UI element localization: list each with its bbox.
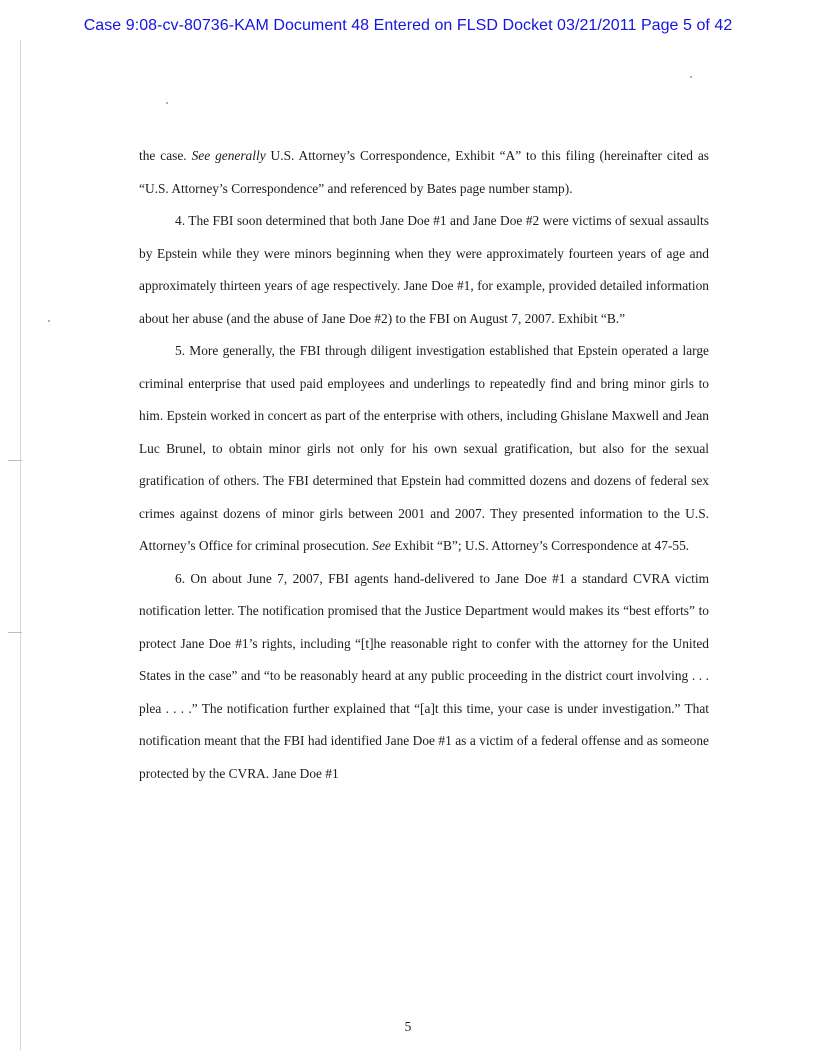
scan-speck <box>48 320 50 322</box>
margin-tick <box>8 460 22 461</box>
left-margin-rule <box>20 40 21 1050</box>
scan-speck <box>690 76 692 78</box>
see-signal: See <box>372 538 391 553</box>
paragraph-5-tail: Exhibit “B”; U.S. Attorney’s Correspondence at 47-55. <box>390 538 690 553</box>
paragraph-4: 4. The FBI soon determined that both Jane Doe #1 and Jane Doe #2 were victims of sexual assaults by Epstein while they were minors beginning when they were approximately fourteen years of age and approximately thirteen years of age respectively. Jane Doe #1, for example, provided detailed information about her abuse (and the abuse of Jane Doe #2) to the FBI on August 7, 2007. Exhibit “B.” <box>139 213 709 326</box>
margin-tick <box>8 632 22 633</box>
continuation-paragraph <box>139 140 709 205</box>
docket-header-stamp: Case 9:08-cv-80736-KAM Document 48 Entered on FLSD Docket 03/21/2011 Page 5 of 42 <box>83 17 733 34</box>
see-generally-signal: See generally <box>191 148 266 163</box>
paragraph-5-text: 5. More generally, the FBI through diligent investigation established that Epstein operated a large criminal enterprise that used paid employees and underlings to repeatedly find and bring minor girls to him. Epstein worked in concert as part of the enterprise with others, including Ghislane Maxwell and Jean Luc Brunel, to obtain minor girls not only for his own sexual gratification, but also for the sexual gratification of others. The FBI determined that Epstein had committed dozens and dozens of federal sex crimes against dozens of minor girls between 2001 and 2007. They presented information to the U.S. Attorney’s Office for criminal prosecution. <box>139 343 709 553</box>
document-body <box>139 140 709 790</box>
page-number: 5 <box>404 1019 412 1034</box>
continuation-post: U.S. Attorney’s Correspondence, Exhibit “A” to this filing (hereinafter cited as “U.S. Attorney’s Correspondence” and referenced by Bates page number stamp). <box>139 148 709 196</box>
paragraph-6: 6. On about June 7, 2007, FBI agents hand-delivered to Jane Doe #1 a standard CVRA victim notification letter. The notification promised that the Justice Department would makes its “best efforts” to protect Jane Doe #1’s rights, including “[t]he reasonable right to confer with the attorney for the United States in the case” and “to be reasonably heard at any public proceeding in the district court involving . . . plea . . . .” The notification further explained that “[a]t this time, your case is under investigation.” That notification meant that the FBI had identified Jane Doe #1 as a victim of a federal offense and as someone protected by the CVRA. Jane Doe #1 <box>139 570 709 781</box>
continuation-pre: the case. <box>139 148 192 163</box>
scan-speck <box>166 102 168 104</box>
paragraph-5 <box>139 335 709 563</box>
